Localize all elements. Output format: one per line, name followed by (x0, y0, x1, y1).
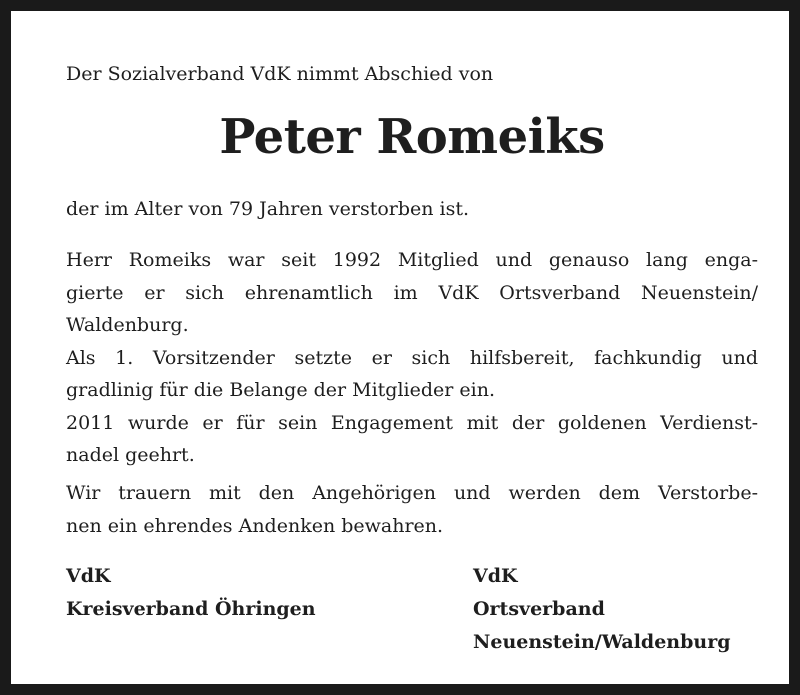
intro-text: Der Sozialverband VdK nimmt Abschied von (66, 63, 494, 85)
biography-line: Als 1. Vorsitzender setzte er sich hilfsbereit, fachkundig und (66, 346, 758, 369)
biography-line: nadel geehrt. (66, 444, 195, 466)
signature-org: VdK (473, 565, 518, 587)
age-text: der im Alter von 79 Jahren verstorben ist. (66, 198, 470, 220)
signature-unit: Ortsverband (473, 598, 605, 620)
signature-place: Neuenstein/Waldenburg (473, 631, 731, 653)
biography-line: gradlinig für die Belange der Mitglieder ein. (66, 379, 495, 401)
biography-line: Waldenburg. (66, 314, 189, 336)
deceased-name: Peter Romeiks (219, 109, 605, 165)
closing-line: nen ein ehrendes Andenken bewahren. (66, 514, 444, 537)
signature-unit: Kreisverband Öhringen (66, 598, 316, 620)
signature-left (66, 560, 316, 626)
biography-line: Herr Romeiks war seit 1992 Mitglied und genauso lang enga- (66, 249, 758, 271)
closing-line: Wir trauern mit den Angehörigen und werden dem Verstorbe- (66, 482, 758, 504)
biography-paragraph (66, 244, 758, 472)
biography-line: 2011 wurde er für sein Engagement mit der goldenen Verdienst- (66, 411, 758, 434)
signature-org: VdK (66, 565, 111, 587)
closing-paragraph (66, 476, 758, 541)
signature-right (473, 560, 731, 659)
biography-line: gierte er sich ehrenamtlich im VdK Ortsverband Neuenstein/ (66, 281, 758, 304)
